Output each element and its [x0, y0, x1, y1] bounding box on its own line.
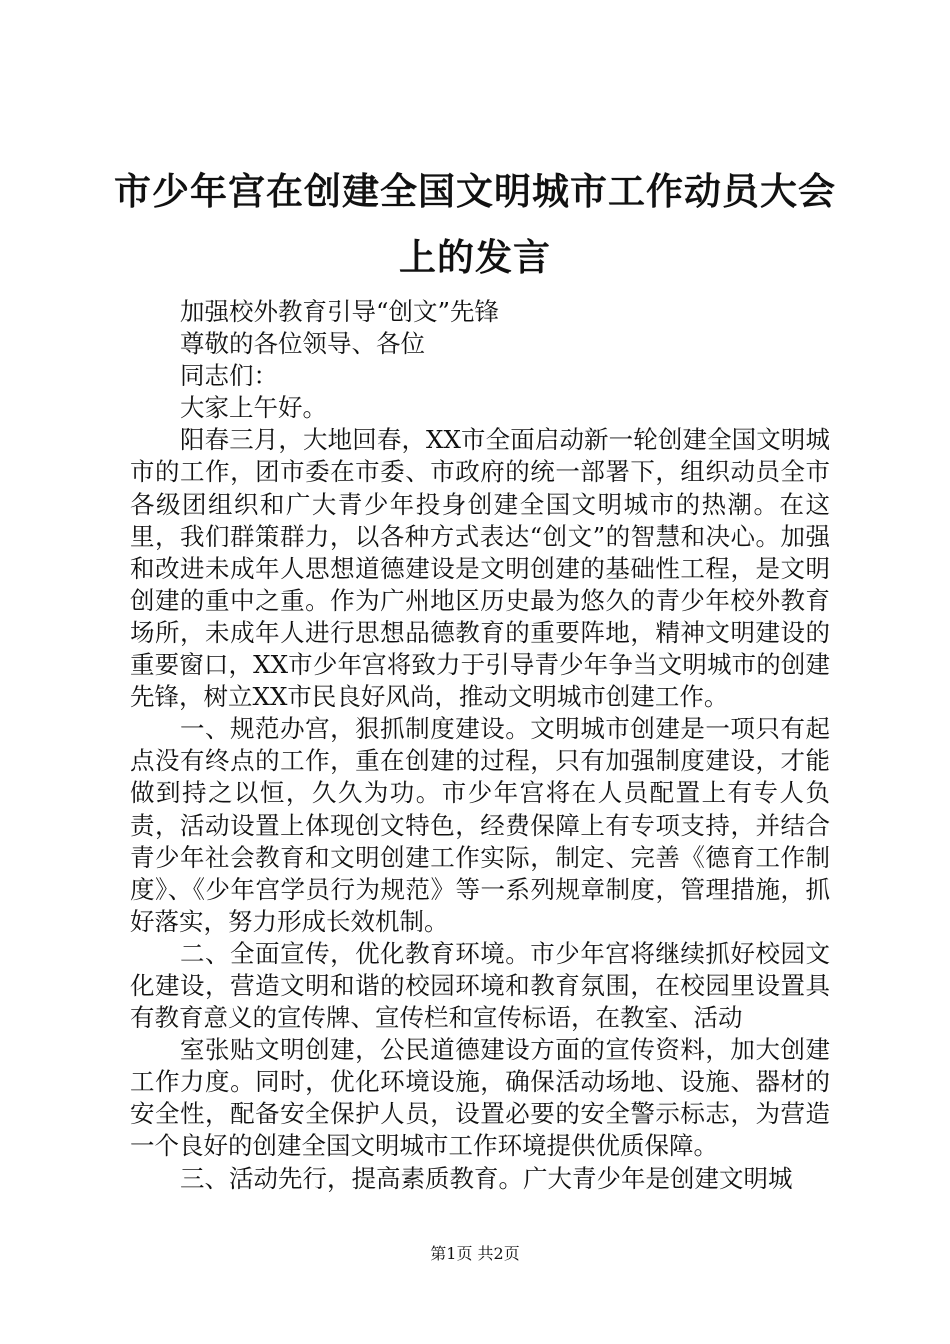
body-paragraph: 一、规范办宫，狠抓制度建设。文明城市创建是一项只有起点没有终点的工作，重在创建的过程，只有加强制度建设，才能做到持之以恒，久久为功。市少年宫将在人员配置上有专人负责，活动设置上体现创文特色，经费保障上有专项支持，并结合青少年社会教育和文明创建工作实际，制定、完善《德育工作制度》、《少年宫学员行为规范》等一系列规章制度，管理措施，抓好落实，努力形成长效机制。 [130, 714, 830, 936]
body-paragraph: 室张贴文明创建，公民道德建设方面的宣传资料，加大创建工作力度。同时，优化环境设施，确保活动场地、设施、器材的安全性，配备安全保护人员，设置必要的安全警示标志，为营造一个良好的创建全国文明城市工作环境提供优质保障。 [130, 1035, 830, 1161]
subtitle-line: 加强校外教育引导“创文”先锋 [180, 297, 500, 326]
body-paragraph: 二、全面宣传，优化教育环境。市少年宫将继续抓好校园文化建设，营造文明和谐的校园环境和教育氛围，在校园里设置具有教育意义的宣传牌、宣传栏和宣传标语，在教室、活动 [130, 938, 830, 1033]
page-indicator: 第1页 共2页 [430, 1244, 520, 1263]
body-paragraph: 阳春三月，大地回春，XX市全面启动新一轮创建全国文明城市的工作，团市委在市委、市政府的统一部署下，组织动员全市各级团组织和广大青少年投身创建全国文明城市的热潮。在这里，我们群策群力，以各种方式表达“创文”的智慧和决心。加强和改进未成年人思想道德建设是文明创建的基础性工程，是文明创建的重中之重。作为广州地区历史最为悠久的青少年校外教育场所，未成年人进行思想品德教育的重要阵地，精神文明建设的重要窗口，XX市少年宫将致力于引导青少年争当文明城市的创建先锋，树立XX市民良好风尚，推动文明城市创建工作。 [130, 425, 830, 712]
document-title: 市少年宫在创建全国文明城市工作动员大会上的发言 [114, 169, 836, 279]
body-paragraph: 三、活动先行，提高素质教育。广大青少年是创建文明城 [180, 1163, 793, 1193]
salutation-line: 同志们： [180, 361, 278, 391]
greeting-line: 大家上午好。 [180, 393, 327, 423]
salutation-line: 尊敬的各位领导、各位 [180, 329, 425, 359]
document-body [130, 296, 830, 1195]
